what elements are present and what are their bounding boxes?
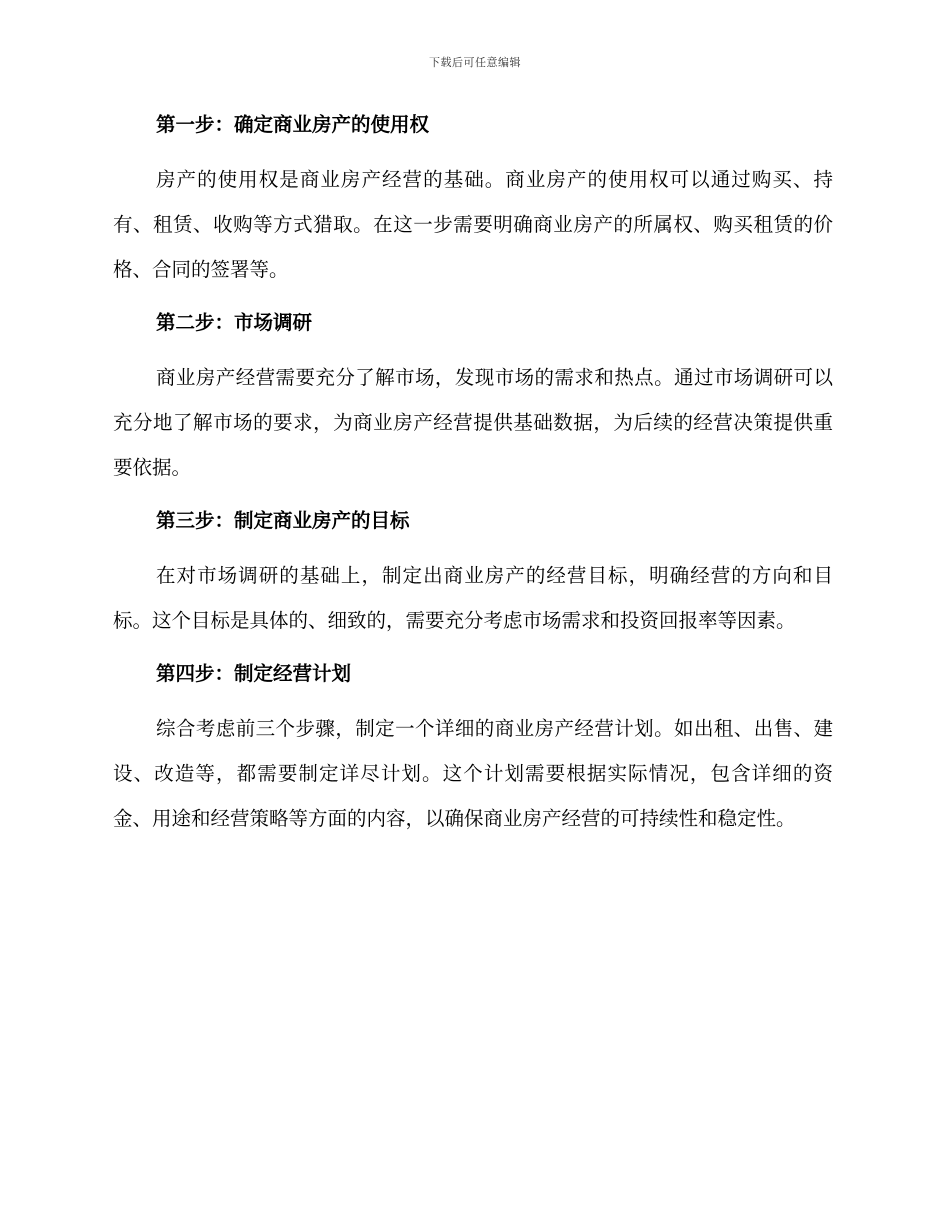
section-paragraph: 房产的使用权是商业房产经营的基础。商业房产的使用权可以通过购买、持有、租赁、收购等方式猎取。在这一步需要明确商业房产的所属权、购买租赁的价格、合同的签署等。: [113, 168, 833, 281]
section-heading: 第一步：确定商业房产的使用权: [156, 113, 430, 136]
document-body: [113, 110, 833, 857]
section-heading: 第二步：市场调研: [156, 311, 313, 334]
section-step-2: [113, 308, 833, 490]
section-step-1: [113, 110, 833, 292]
section-step-4: [113, 659, 833, 841]
section-paragraph: 综合考虑前三个步骤，制定一个详细的商业房产经营计划。如出租、出售、建设、改造等，都需要制定详尽计划。这个计划需要根据实际情况，包含详细的资金、用途和经营策略等方面的内容，以确保商业房产经营的可持续性和稳定性。: [113, 717, 833, 830]
section-paragraph: 商业房产经营需要充分了解市场，发现市场的需求和热点。通过市场调研可以充分地了解市场的要求，为商业房产经营提供基础数据，为后续的经营决策提供重要依据。: [113, 366, 833, 479]
section-step-3: [113, 506, 833, 643]
section-paragraph: 在对市场调研的基础上，制定出商业房产的经营目标，明确经营的方向和目标。这个目标是具体的、细致的，需要充分考虑市场需求和投资回报率等因素。: [113, 564, 833, 632]
section-heading: 第三步：制定商业房产的目标: [156, 509, 410, 532]
page-header-note: 下载后可任意编辑: [429, 56, 521, 69]
section-heading: 第四步：制定经营计划: [156, 662, 352, 685]
